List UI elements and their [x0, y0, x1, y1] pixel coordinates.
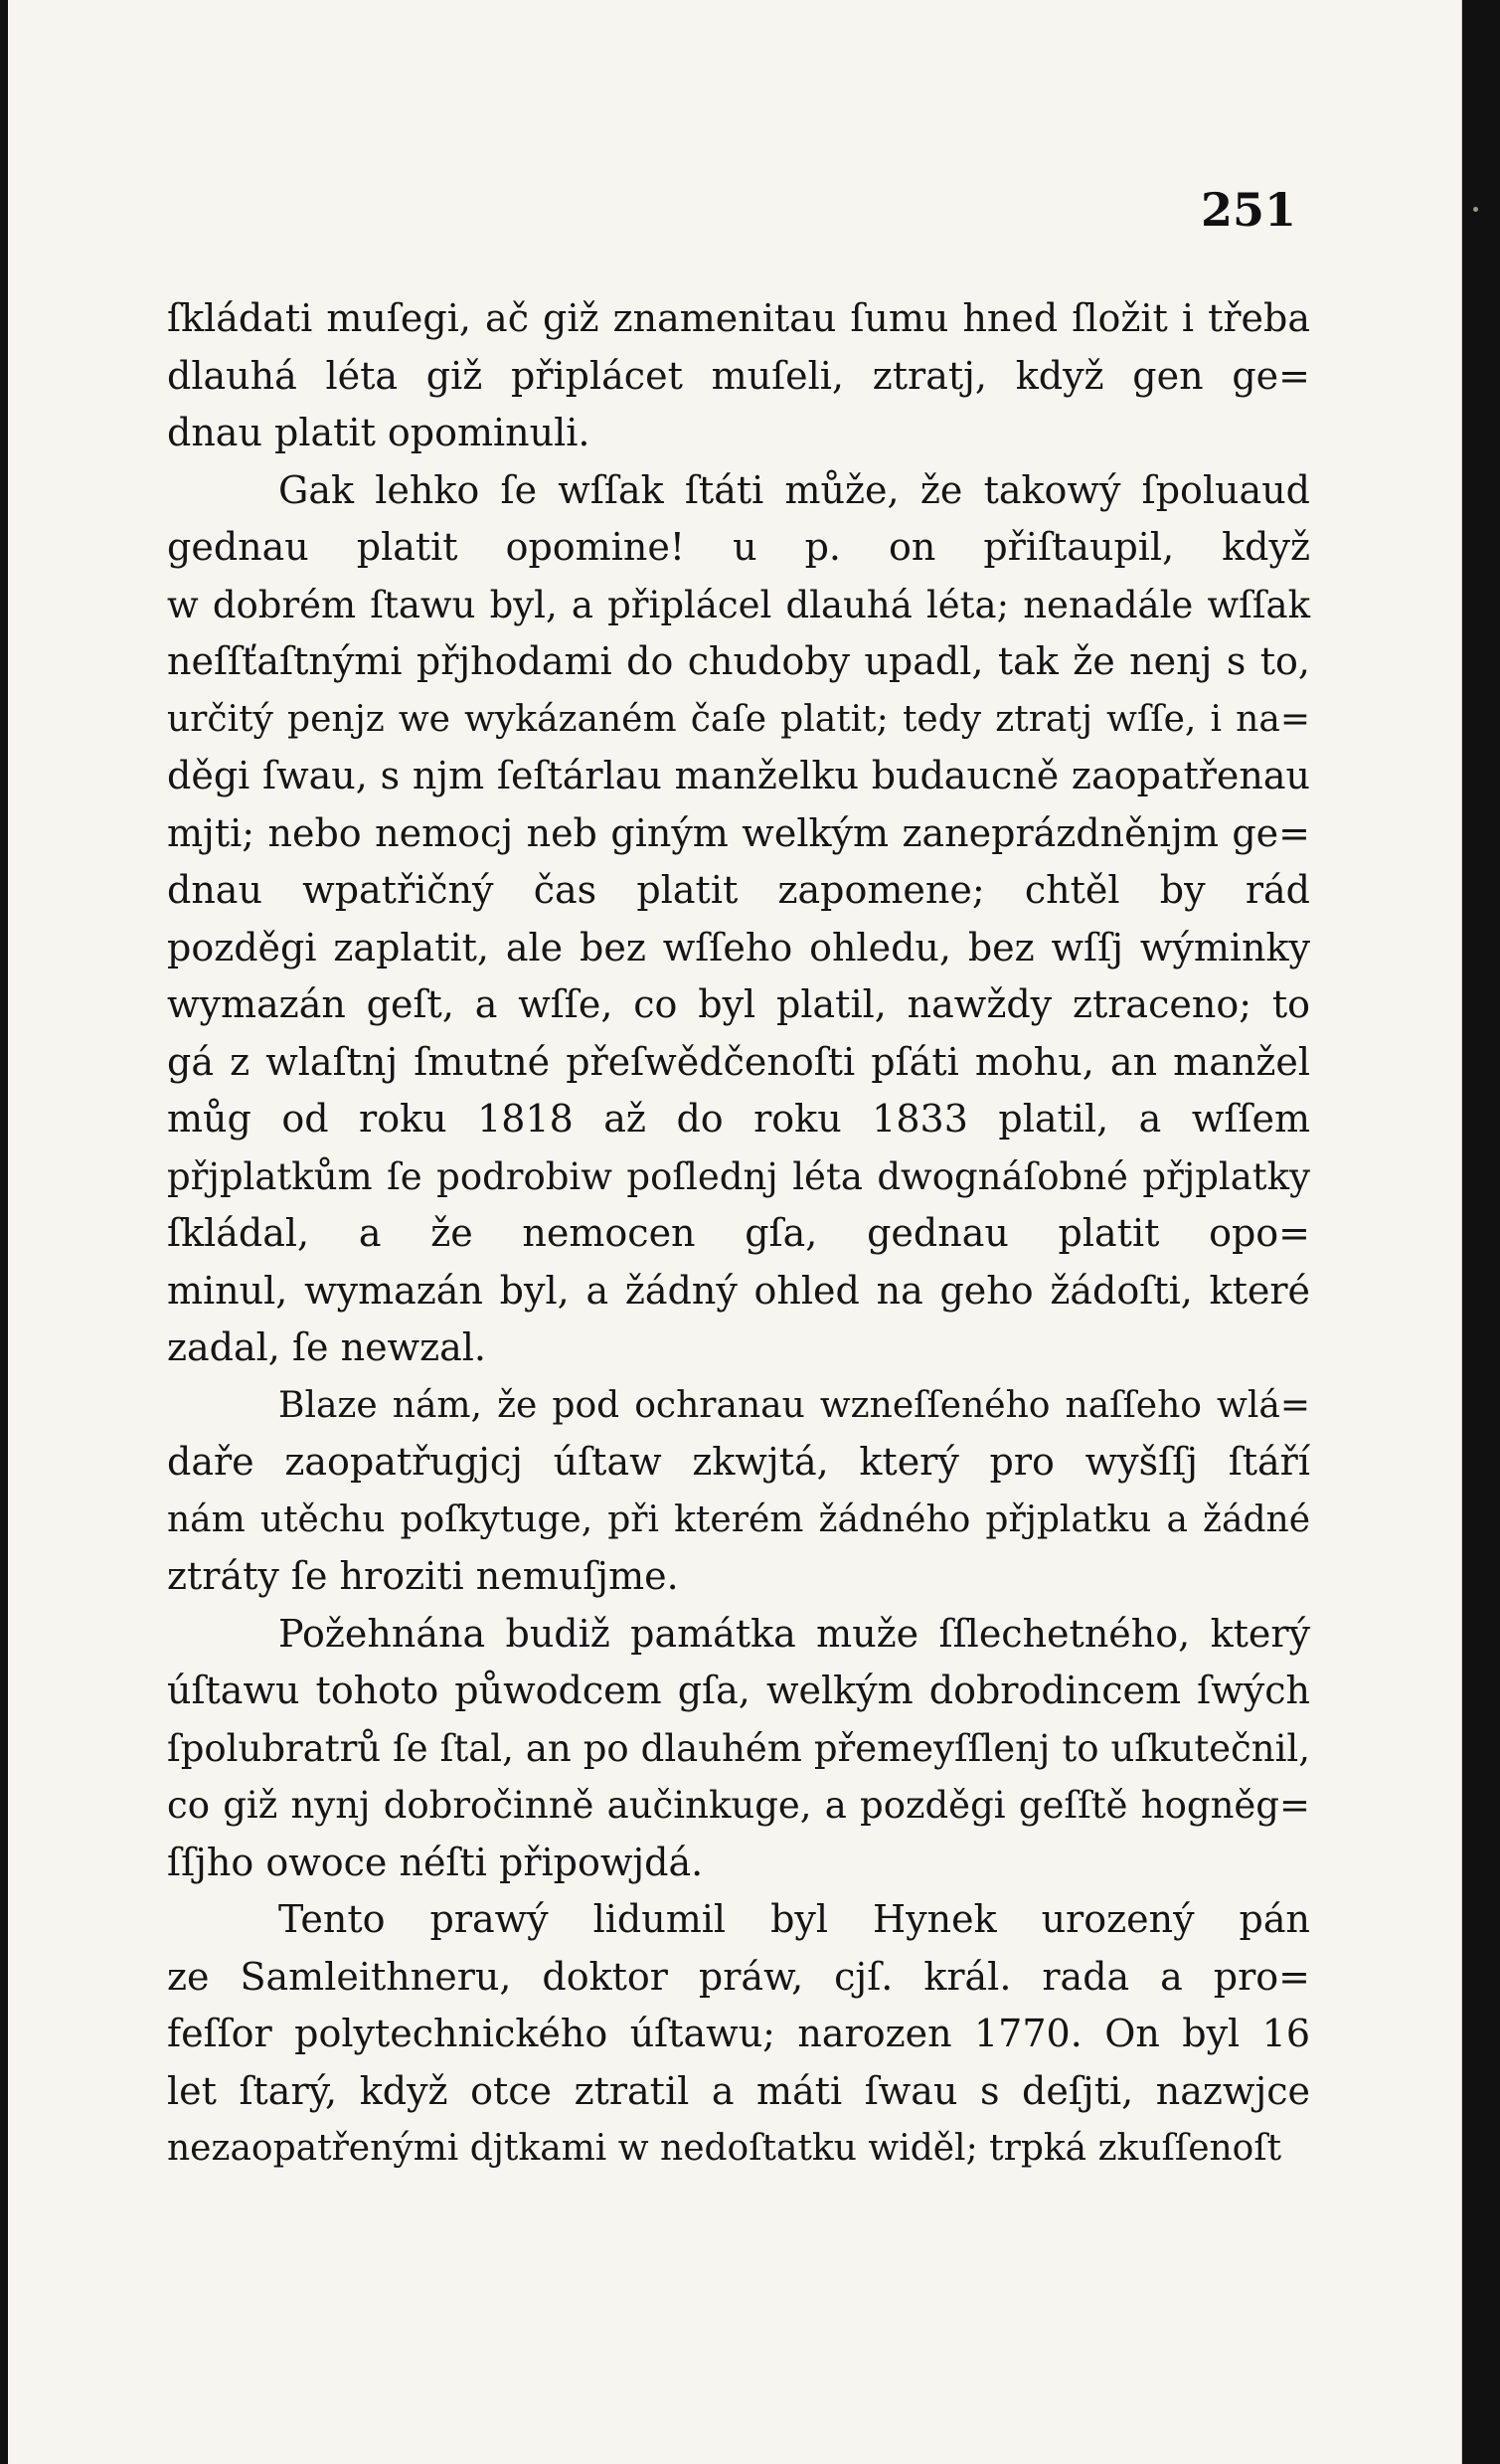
book-page: [8, 0, 1462, 2464]
text-line: mjti; nebo nemocj neb giným welkým zaneprázdněnjm ge=: [167, 810, 1310, 855]
paragraph: [167, 1377, 1310, 1606]
text-line: dnau platit opominuli.: [167, 411, 590, 454]
text-line: nezaopatřenými djtkami w nedoſtatku widěl; trpká zkuſſenoſt: [167, 2128, 1282, 2169]
text-line: úſtawu tohoto půwodcem gſa, welkým dobrodincem ſwých: [167, 1669, 1310, 1712]
text-line: daře zaopatřugjcj úſtaw zkwjtá, který pro wyšſſj ſtáří: [167, 1440, 1310, 1484]
page-number: 251: [1200, 183, 1296, 237]
text-line: ſſjho owoce néſti připowjdá.: [167, 1840, 704, 1884]
text-line: ſkládal, a že nemocen gſa, gednau platit opo=: [167, 1211, 1310, 1255]
body-text: [167, 290, 1310, 2178]
text-line: neſſťaſtnými přjhodami do chudoby upadl, tak že nenj s to,: [167, 639, 1310, 683]
text-line: w dobrém ſtawu byl, a připlácel dlauhá léta; nenadále wſſak: [167, 583, 1310, 626]
text-line: ze Samleithneru, doktor práw, cjſ. král. rada a pro=: [167, 1954, 1310, 1999]
text-line: můg od roku 1818 až do roku 1833 platil, a wſſem: [167, 1097, 1310, 1141]
text-line: zadal, ſe newzal.: [167, 1325, 486, 1369]
paragraph: [167, 290, 1310, 462]
text-line: nám utěchu poſkytuge, při kterém žádného přjplatku a žádné: [167, 1498, 1310, 1540]
text-line: gá z wlaſtnj ſmutné přeſwědčenoſti pſáti mohu, an manžel: [167, 1039, 1310, 1084]
text-line: wymazán geſt, a wſſe, co byl platil, nawždy ztraceno; to: [167, 982, 1310, 1026]
text-line: dnau wpatřičný čas platit zapomene; chtěl by rád: [167, 868, 1310, 912]
text-line: let ſtarý, když otce ztratil a máti ſwau s deſjti, nazwjce: [167, 2068, 1310, 2113]
text-line: Požehnána budiž památka muže ſſlechetného, který: [278, 1611, 1310, 1656]
text-line: děgi ſwau, s njm ſeſtárlau manželku budaucně zaopatřenau: [167, 754, 1310, 797]
paragraph: [167, 1891, 1310, 2178]
text-line: gednau platit opomine! u p. on přiſtaupil, když: [167, 525, 1310, 569]
text-line: určitý penjz we wykázaném čaſe platit; tedy ztratj wſſe, i na=: [167, 698, 1310, 740]
text-line: pozděgi zaplatit, ale bez wſſeho ohledu, bez wſſj wýminky: [167, 925, 1310, 969]
text-line: co giž nynj dobročinně aučinkuge, a pozděgi geſſtě hogněg=: [167, 1784, 1310, 1827]
text-line: dlauhá léta giž připlácet muſeli, ztratj, když gen ge=: [167, 353, 1310, 398]
paragraph: [167, 1606, 1310, 1892]
text-line: Blaze nám, že pod ochranau wzneſſeného naſſeho wlá=: [278, 1384, 1310, 1426]
print-speck: [1473, 207, 1478, 212]
text-line: přjplatkům ſe podrobiw poſlednj léta dwognáſobné přjplatky: [167, 1154, 1310, 1198]
text-line: Tento prawý lidumil byl Hynek urozený pán: [278, 1897, 1310, 1941]
text-line: Gak lehko ſe wſſak ſtáti může, že takowý ſpoluaud: [278, 467, 1310, 512]
text-line: ztráty ſe hroziti nemuſjme.: [167, 1554, 679, 1598]
paragraph: [167, 462, 1310, 1377]
text-line: feſſor polytechnického úſtawu; narozen 1770. On byl 16: [167, 2012, 1310, 2055]
text-line: ſpolubratrů ſe ſtal, an po dlauhém přemeyſſlenj to uſkutečnil,: [167, 1726, 1310, 1770]
text-line: minul, wymazán byl, a žádný ohled na geho žádoſti, které: [167, 1268, 1310, 1313]
text-line: ſkládati muſegi, ač giž znamenitau ſumu hned ſložit i třeba: [167, 296, 1310, 340]
